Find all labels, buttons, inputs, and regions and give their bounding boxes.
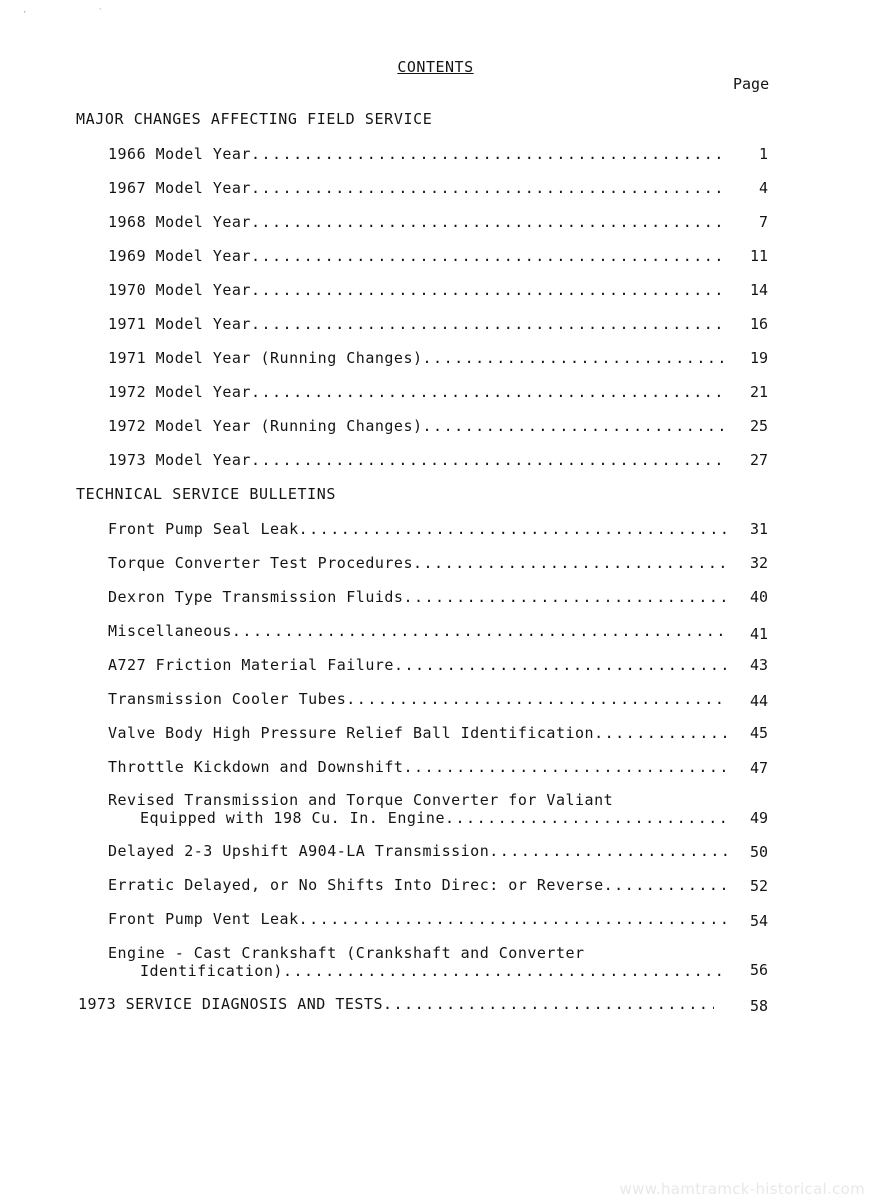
toc-entry[interactable]: 1967 Model Year ..... [108, 179, 728, 197]
dot-leader [394, 656, 728, 674]
page-title: CONTENTS [397, 58, 474, 76]
dot-leader [423, 417, 728, 435]
toc-entry[interactable]: Miscellaneous ..... [108, 622, 728, 640]
page-number: 32 [749, 554, 768, 572]
toc-entry[interactable]: 1971 Model Year (Running Changes) ..... [108, 349, 728, 367]
dot-leader [604, 876, 728, 894]
toc-entry[interactable]: 1973 Model Year ..... [108, 451, 728, 469]
dot-leader [489, 842, 728, 860]
page-column-label: Page [733, 75, 770, 93]
dot-leader [299, 520, 728, 538]
dot-leader [594, 724, 728, 742]
toc-entry[interactable]: Revised Transmission and Torque Converter for Valiant Equipped with 198 Cu. In. Engine ..... [108, 791, 728, 827]
dot-leader [383, 995, 714, 1013]
dot-leader [346, 690, 728, 708]
page-number: 40 [749, 588, 768, 606]
page-number: 45 [749, 724, 768, 742]
dot-leader [283, 962, 728, 980]
dot-leader [423, 349, 728, 367]
dot-leader [251, 281, 728, 299]
page-number: 41 [749, 625, 768, 643]
page-number: 52 [749, 877, 768, 895]
section-heading-technical-bulletins: TECHNICAL SERVICE BULLETINS [76, 485, 337, 503]
page-number: 4 [758, 179, 768, 197]
toc-entry[interactable]: Delayed 2-3 Upshift A904-LA Transmission ..... [108, 842, 728, 860]
toc-entry[interactable]: Dexron Type Transmission Fluids ..... [108, 588, 728, 606]
toc-entry[interactable]: 1972 Model Year ..... [108, 383, 728, 401]
toc-entry[interactable]: Transmission Cooler Tubes ..... [108, 690, 728, 708]
toc-entry[interactable]: Erratic Delayed, or No Shifts Into Direc: or Reverse ..... [108, 876, 728, 894]
dot-leader [251, 213, 728, 231]
page-number: 16 [749, 315, 768, 333]
dot-leader [251, 145, 728, 163]
scan-specks: · ˋ [22, 8, 104, 18]
dot-leader [232, 622, 728, 640]
toc-entry[interactable]: Valve Body High Pressure Relief Ball Identification ..... [108, 724, 728, 742]
dot-leader [445, 809, 728, 827]
dot-leader [251, 179, 728, 197]
page-number: 43 [749, 656, 768, 674]
toc-entry[interactable]: 1972 Model Year (Running Changes) ..... [108, 417, 728, 435]
toc-entry[interactable]: Front Pump Vent Leak ..... [108, 910, 728, 928]
toc-entry[interactable]: Front Pump Seal Leak ..... [108, 520, 728, 538]
page-number: 47 [749, 759, 768, 777]
toc-entry[interactable]: 1968 Model Year ..... [108, 213, 728, 231]
section-heading-major-changes: MAJOR CHANGES AFFECTING FIELD SERVICE [76, 110, 433, 128]
dot-leader [403, 758, 728, 776]
page-number: 1 [758, 145, 768, 163]
page-number: 27 [749, 451, 768, 469]
dot-leader [299, 910, 728, 928]
dot-leader [251, 247, 728, 265]
toc-entry[interactable]: Throttle Kickdown and Downshift ..... [108, 758, 728, 776]
page-number: 21 [749, 383, 768, 401]
dot-leader [251, 383, 728, 401]
dot-leader [251, 315, 728, 333]
toc-entry[interactable]: A727 Friction Material Failure ..... [108, 656, 728, 674]
toc-entry[interactable]: 1969 Model Year ..... [108, 247, 728, 265]
page-number: 31 [749, 520, 768, 538]
page-number: 7 [758, 213, 768, 231]
page-number: 56 [749, 961, 768, 979]
page-number: 44 [749, 692, 768, 710]
page-number: 58 [749, 997, 768, 1015]
watermark-url: www.hamtramck-historical.com [619, 1180, 865, 1198]
toc-entry[interactable]: 1970 Model Year ..... [108, 281, 728, 299]
toc-entry[interactable]: Torque Converter Test Procedures ..... [108, 554, 728, 572]
page-number: 49 [749, 809, 768, 827]
toc-entry[interactable]: Engine - Cast Crankshaft (Crankshaft and Converter Identification) ..... [108, 944, 728, 980]
dot-leader [403, 588, 728, 606]
dot-leader [251, 451, 728, 469]
dot-leader [413, 554, 728, 572]
toc-entry[interactable]: 1966 Model Year ..... [108, 145, 728, 163]
toc-entry-final[interactable]: 1973 SERVICE DIAGNOSIS AND TESTS ..... [78, 995, 714, 1013]
page-number: 50 [749, 843, 768, 861]
page-number: 25 [749, 417, 768, 435]
page-number: 11 [749, 247, 768, 265]
page-number: 54 [749, 912, 768, 930]
toc-entry[interactable]: 1971 Model Year ..... [108, 315, 728, 333]
page-number: 14 [749, 281, 768, 299]
page-number: 19 [749, 349, 768, 367]
